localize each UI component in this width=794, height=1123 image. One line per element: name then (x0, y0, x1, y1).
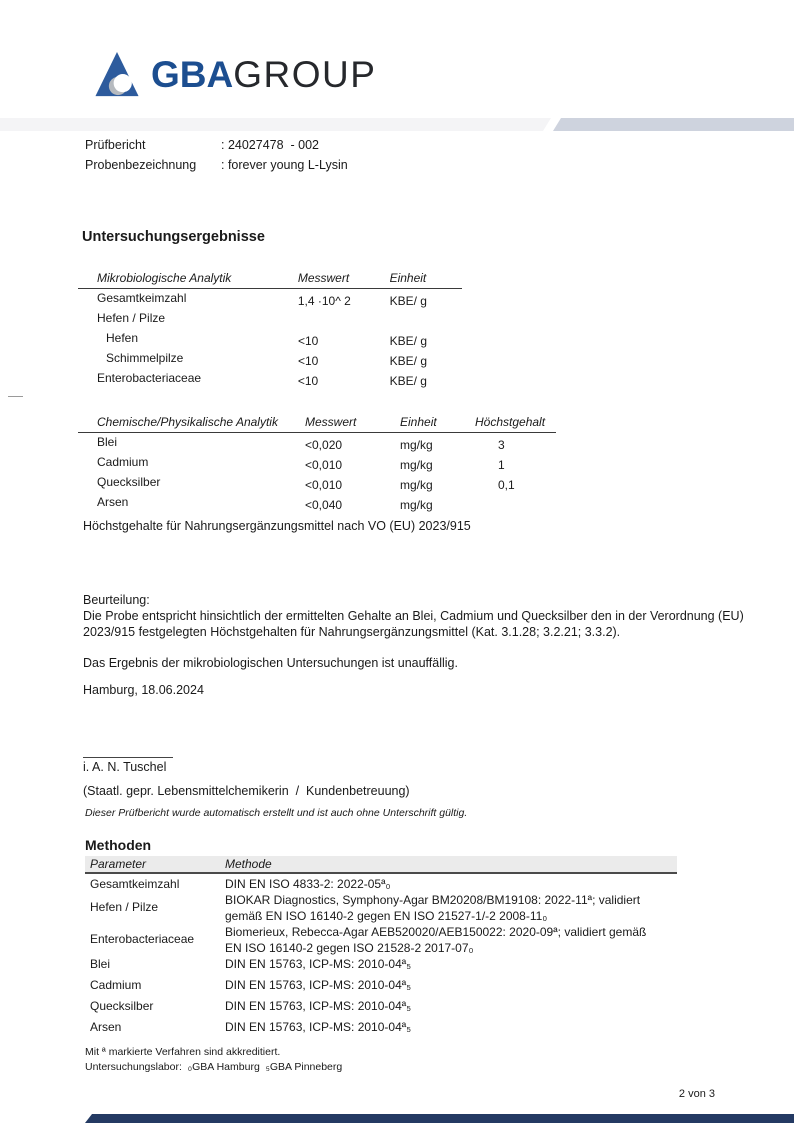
sample-name-label: Probenbezeichnung (85, 158, 197, 172)
gba-logo (94, 50, 376, 100)
table-row (85, 892, 677, 924)
row-parameter: Enterobacteriaceae (90, 932, 195, 946)
chem-table-header (78, 415, 556, 433)
micro-table-header (78, 271, 462, 289)
row-parameter: Enterobacteriaceae (97, 371, 202, 385)
row-parameter: Gesamtkeimzahl (90, 877, 180, 891)
row-unit: mg/kg (400, 458, 433, 472)
report-number-value: : 24027478 - 002 (221, 138, 319, 152)
row-unit (390, 314, 462, 332)
row-limit: 0,1 (498, 478, 515, 492)
auto-generated-note: Dieser Prüfbericht wurde automatisch erstellt und ist auch ohne Unterschrift gültig. (85, 807, 468, 819)
gba-logo-text (151, 50, 376, 100)
signatory-title: (Staatl. gepr. Lebensmittelchemikerin / Kundenbetreuung) (83, 784, 410, 798)
footnotes (85, 1045, 342, 1075)
footer-bar (85, 1114, 794, 1123)
row-method: DIN EN 15763, ICP-MS: 2010-04ª₅ (225, 978, 412, 992)
gba-triangle-drop-icon (94, 50, 140, 100)
row-value: <10 (297, 334, 319, 348)
micro-col-parameter: Mikrobiologische Analytik (97, 271, 232, 285)
row-method: Biomerieux, Rebecca-Agar AEB520020/AEB150022: 2020-09ª; validiert gemäß EN ISO 16140-2 gegen ISO 21528-2 2017-07₀ (225, 925, 650, 955)
row-value: <0,040 (305, 498, 343, 512)
row-value: <0,010 (305, 478, 343, 492)
labs-note: Untersuchungslabor: ₀GBA Hamburg ₅GBA Pinneberg (85, 1061, 343, 1073)
row-value: 1,4 ·10^ 2 (297, 294, 351, 308)
table-row (78, 309, 462, 329)
chem-col-unit: Einheit (400, 415, 437, 429)
row-parameter: Quecksilber (97, 475, 161, 489)
row-parameter: Cadmium (97, 455, 149, 469)
row-method: DIN EN 15763, ICP-MS: 2010-04ª₅ (225, 957, 412, 971)
results-heading: Untersuchungsergebnisse (82, 229, 265, 245)
logo-group: GROUP (233, 54, 377, 95)
report-number-row (85, 138, 348, 158)
row-limit: 3 (498, 438, 505, 452)
row-method: DIN EN ISO 4833-2: 2022-05ª₀ (225, 877, 391, 891)
report-number-label: Prüfbericht (85, 138, 146, 152)
micro-col-unit: Einheit (389, 271, 427, 285)
micro-table (78, 271, 462, 389)
row-unit: mg/kg (400, 438, 433, 452)
row-parameter: Gesamtkeimzahl (97, 291, 187, 305)
header-band-dark (553, 118, 794, 131)
row-unit: KBE/ g (389, 334, 427, 348)
table-row (85, 924, 677, 956)
methods-rows (85, 876, 677, 1035)
chem-col-parameter: Chemische/Physikalische Analytik (97, 415, 278, 429)
methods-col-parameter: Parameter (90, 857, 147, 871)
logo-gba: GBA (151, 54, 234, 95)
fold-mark (8, 396, 23, 397)
row-unit: KBE/ g (389, 374, 427, 388)
limit-note: Höchstgehalte für Nahrungsergänzungsmittel nach VO (EU) 2023/915 (83, 519, 471, 533)
table-row (78, 329, 462, 349)
table-row (78, 369, 462, 389)
row-parameter: Hefen (106, 331, 139, 345)
signature-line (83, 757, 173, 758)
row-value: <0,010 (305, 458, 343, 472)
table-row (85, 876, 677, 892)
row-parameter: Hefen / Pilze (90, 900, 159, 914)
chem-table (78, 415, 556, 513)
row-value: <0,020 (305, 438, 343, 452)
signatory-name: i. A. N. Tuschel (83, 760, 167, 774)
table-row (78, 453, 556, 473)
assessment-block (83, 592, 748, 698)
table-row (85, 977, 677, 993)
page-number: 2 von 3 (678, 1088, 715, 1100)
row-unit: KBE/ g (389, 354, 427, 368)
assessment-label: Beurteilung: (83, 593, 150, 607)
table-row (78, 493, 556, 513)
row-parameter: Schimmelpilze (106, 351, 184, 365)
row-parameter: Blei (97, 435, 118, 449)
assessment-paragraph: Die Probe entspricht hinsichtlich der ermittelten Gehalte an Blei, Cadmium und Quecksilber den in der Verordnung (EU) 2023/915 festgelegten Höchstgehalten für Nahrungsergänzungsmittel (Kat. 3.1.28; 3.2.21; 3.3.2). (83, 609, 748, 639)
chem-col-limit: Höchstgehalt (475, 415, 546, 429)
sample-name-value: : forever young L-Lysin (221, 158, 348, 172)
assessment-paragraph: Das Ergebnis der mikrobiologischen Untersuchungen ist unauffällig. (83, 656, 458, 670)
row-parameter: Arsen (90, 1020, 122, 1034)
row-method: DIN EN 15763, ICP-MS: 2010-04ª₅ (225, 999, 412, 1013)
table-row (78, 349, 462, 369)
chem-col-value: Messwert (305, 415, 357, 429)
table-row (85, 956, 677, 972)
micro-col-value: Messwert (297, 271, 350, 285)
row-limit (475, 498, 556, 516)
table-row (85, 1019, 677, 1035)
row-unit: mg/kg (400, 478, 433, 492)
row-unit: mg/kg (400, 498, 433, 512)
row-limit: 1 (498, 458, 505, 472)
methods-col-method: Methode (225, 857, 272, 871)
row-parameter: Blei (90, 957, 111, 971)
table-row (78, 289, 462, 309)
header-band-light (0, 118, 551, 131)
row-parameter: Arsen (97, 495, 129, 509)
sample-name-row (85, 158, 348, 178)
row-value: <10 (297, 354, 319, 368)
row-method: DIN EN 15763, ICP-MS: 2010-04ª₅ (225, 1020, 412, 1034)
methods-heading: Methoden (85, 837, 152, 853)
row-value: <10 (297, 374, 319, 388)
row-parameter: Quecksilber (90, 999, 154, 1013)
place-date: Hamburg, 18.06.2024 (83, 683, 204, 697)
row-unit: KBE/ g (389, 294, 427, 308)
row-parameter: Cadmium (90, 978, 142, 992)
table-row (78, 433, 556, 453)
row-parameter: Hefen / Pilze (97, 311, 166, 325)
report-meta (85, 138, 348, 178)
table-row (78, 473, 556, 493)
row-value (298, 314, 390, 332)
row-method: BIOKAR Diagnostics, Symphony-Agar BM20208/BM19108: 2022-11ª; validiert gemäß EN ISO 16140-2 gegen EN ISO 21527-1/-2 2008-11₀ (225, 893, 644, 923)
table-row (85, 998, 677, 1014)
methods-table (85, 856, 677, 1035)
methods-table-header (85, 856, 677, 874)
accreditation-note: Mit ª markierte Verfahren sind akkreditiert. (85, 1046, 281, 1058)
